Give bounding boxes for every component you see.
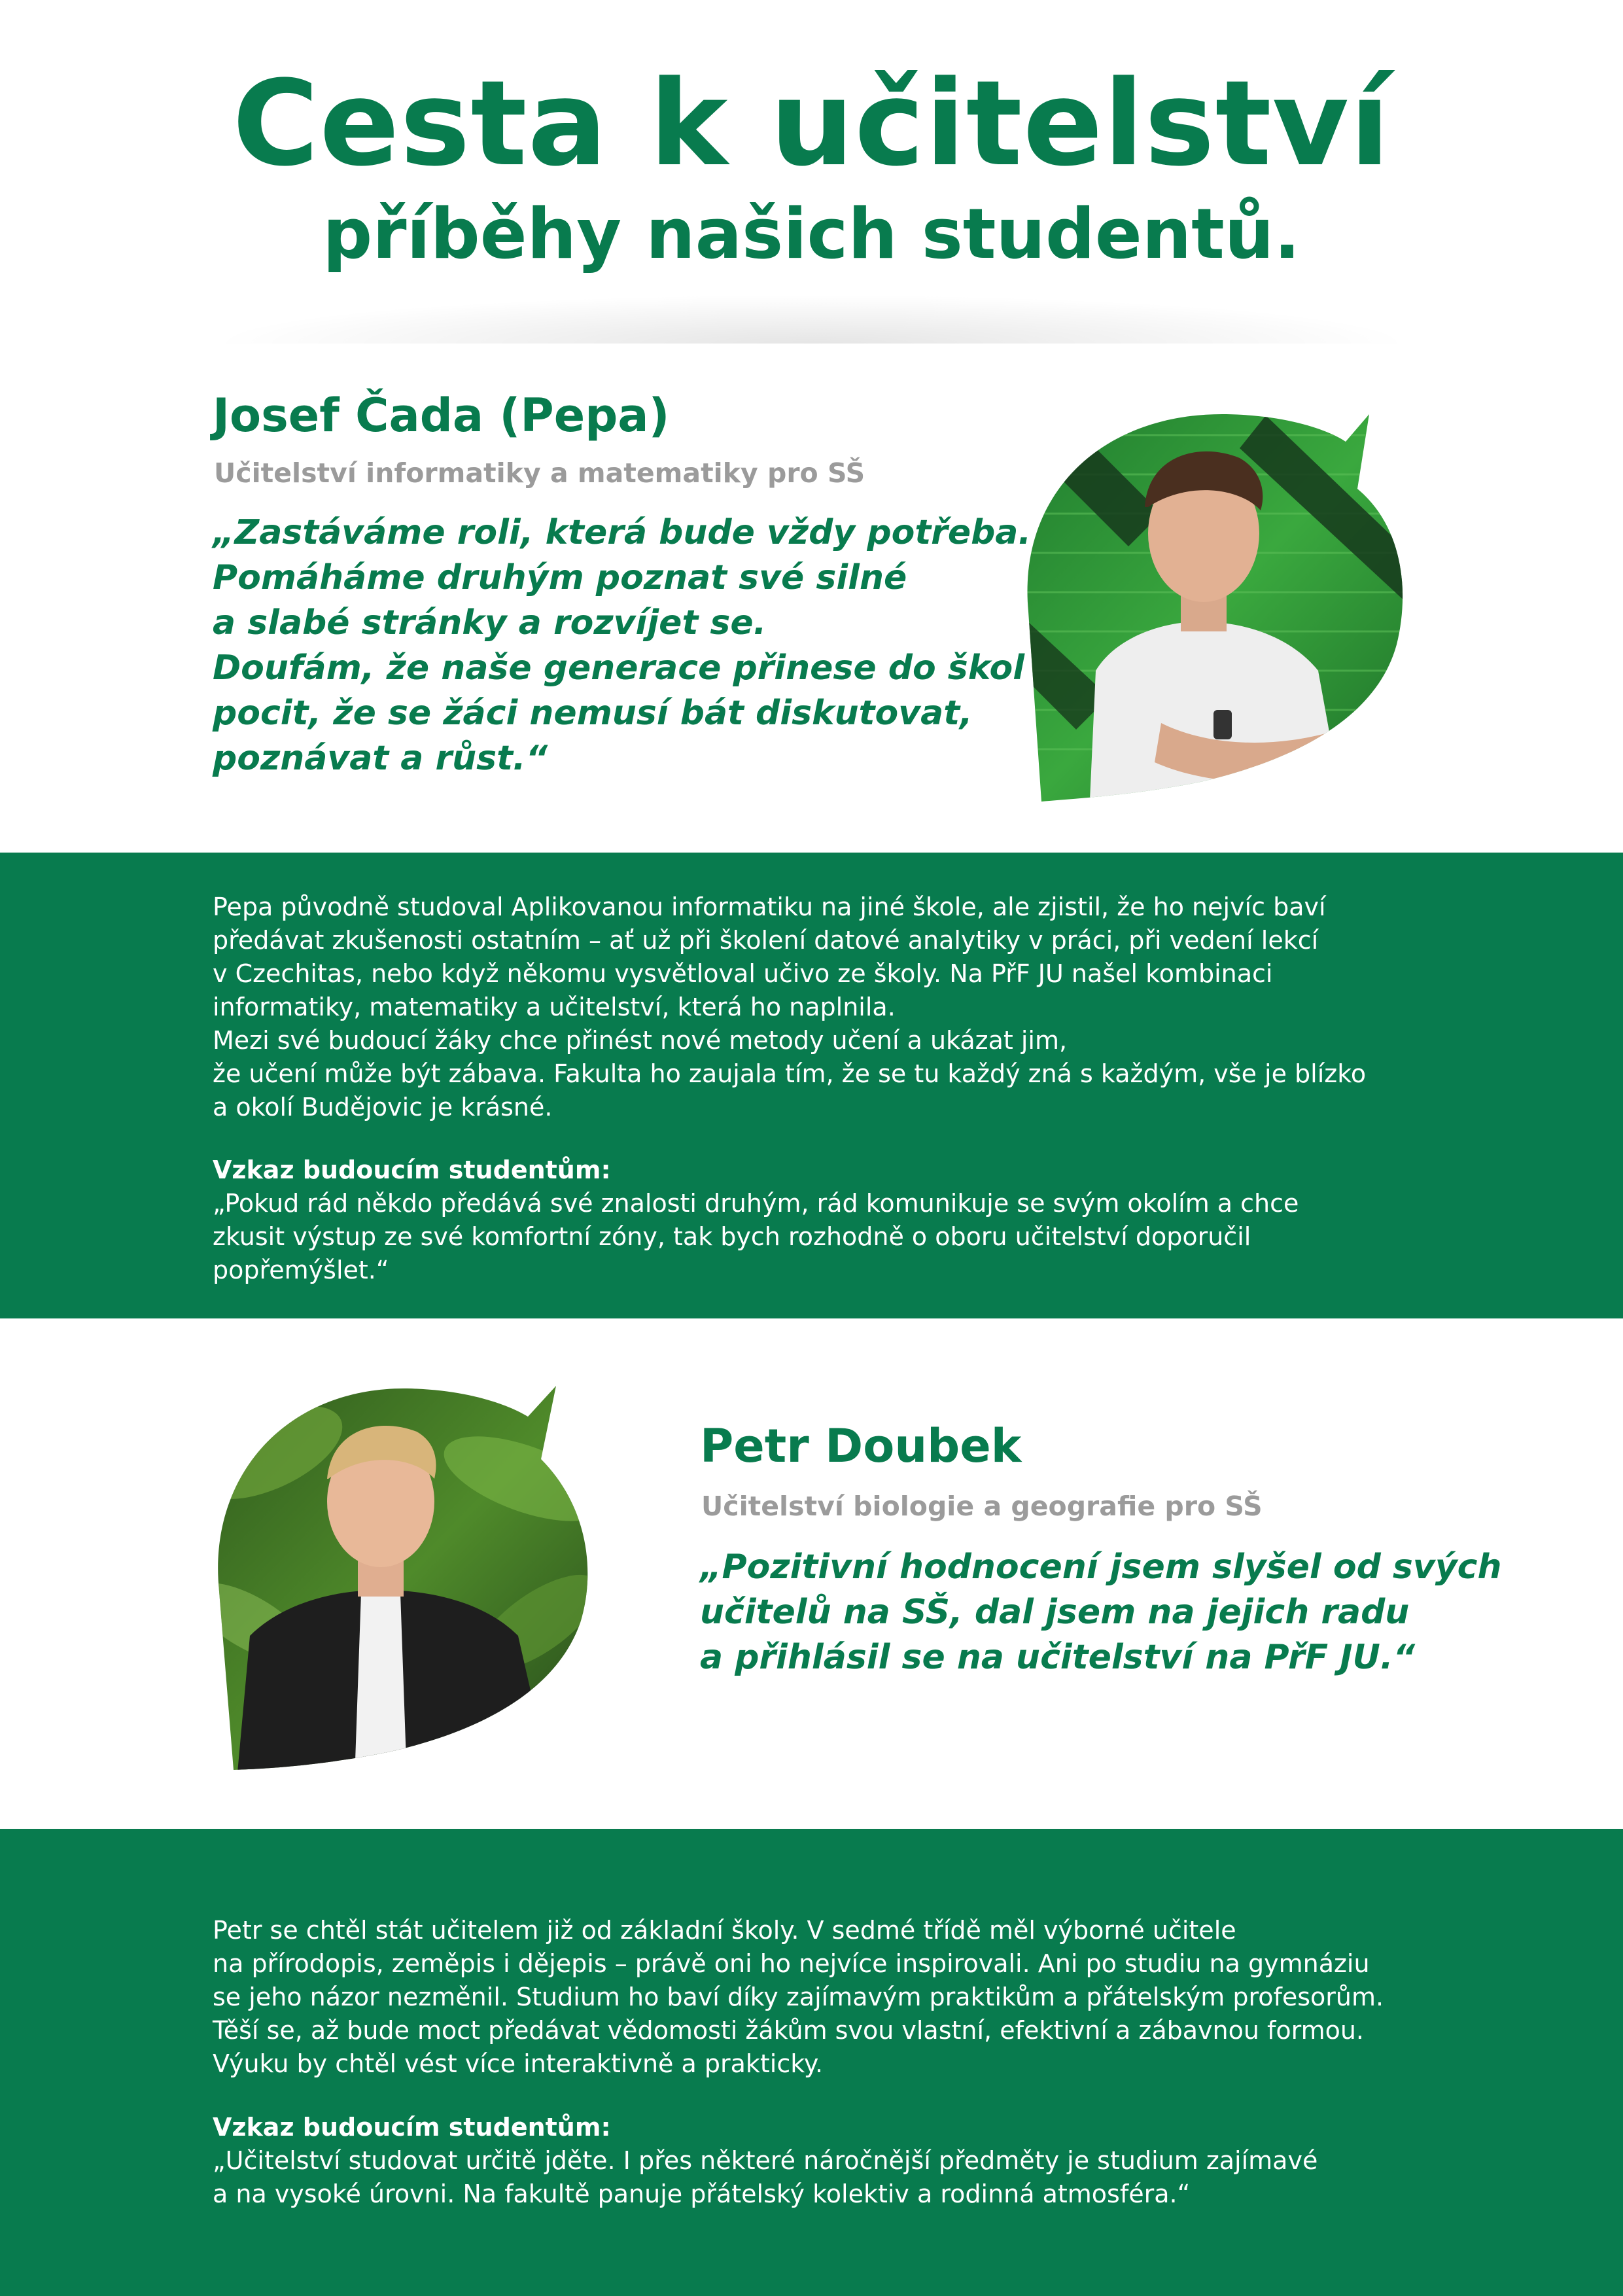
story-line: na přírodopis, zeměpis i dějepis – právě oni ho nejvíce inspirovali. Ani po studiu na gymnáziu (213, 1949, 1370, 1978)
student-1-name: Josef Čada (Pepa) (213, 389, 670, 442)
quote-line: „Pozitivní hodnocení jsem slyšel od svých (700, 1547, 1502, 1587)
poster-title: Cesta k učitelství (232, 56, 1391, 192)
story-line: a okolí Budějovic je krásné. (213, 1093, 553, 1122)
student-1-quote (213, 510, 1031, 781)
header-shadow (131, 288, 1492, 344)
message-line: zkusit výstup ze své komfortní zóny, tak bych rozhodně o oboru učitelství doporučil (213, 1222, 1251, 1251)
story-line: předávat zkušenosti ostatním – ať už při školení datové analytiky v práci, při vedení lekcí (213, 926, 1319, 955)
student-1-story (0, 853, 1623, 1318)
student-2-story (0, 1829, 1623, 2296)
story-line: Výuku by chtěl vést více interaktivně a prakticky. (213, 2049, 824, 2078)
quote-line: Doufám, že naše generace přinese do škol (213, 648, 1025, 688)
student-2-message-heading: Vzkaz budoucím studentům: (213, 2113, 611, 2142)
story-line: že učení může být zábava. Fakulta ho zaujala tím, že se tu každý zná s každým, vše je blízko (213, 1059, 1367, 1088)
student-2-quote (700, 1545, 1501, 1680)
student-2-photo (211, 1374, 603, 1780)
student-1-intro (0, 344, 1623, 853)
student-1-story-text (213, 891, 1366, 1124)
student-2-message (213, 2144, 1318, 2211)
poster-header (0, 0, 1623, 344)
student-2-story-text (213, 1914, 1384, 2081)
story-line: Petr se chtěl stát učitelem již od základní školy. V sedmé třídě měl výborné učitele (213, 1916, 1236, 1945)
student-2-program: Učitelství biologie a geografie pro SŠ (701, 1491, 1263, 1522)
quote-line: a slabé stránky a rozvíjet se. (213, 603, 767, 643)
message-line: „Učitelství studovat určitě jděte. I přes některé náročnější předměty je studium zajímavé (213, 2146, 1318, 2175)
poster-subtitle: příběhy našich studentů. (323, 194, 1300, 274)
message-line: „Pokud rád někdo předává své znalosti druhým, rád komunikuje se svým okolím a chce (213, 1189, 1299, 1218)
story-line: Pepa původně studoval Aplikovanou informatiku na jiné škole, ale zjistil, že ho nejvíc baví (213, 892, 1326, 921)
student-1-message-heading: Vzkaz budoucím studentům: (213, 1156, 611, 1184)
story-line: se jeho názor nezměnil. Studium ho baví díky zajímavým praktikům a přátelským profesorům. (213, 1983, 1384, 2011)
quote-line: poznávat a růst.“ (213, 739, 548, 778)
student-1-program: Učitelství informatiky a matematiky pro SŠ (214, 457, 865, 489)
quote-line: učitelů na SŠ, dal jsem na jejich radu (700, 1593, 1410, 1632)
student-1-photo (1017, 396, 1416, 815)
story-line: v Czechitas, nebo když někomu vysvětloval učivo ze školy. Na PřF JU našel kombinaci (213, 959, 1273, 988)
quote-line: Pomáháme druhým poznat své silné (213, 558, 907, 597)
message-line: popřemýšlet.“ (213, 1256, 389, 1284)
story-line: informatiky, matematiky a učitelství, která ho naplnila. (213, 993, 896, 1021)
quote-line: „Zastáváme roli, která bude vždy potřeba. (213, 513, 1032, 552)
story-line: Těší se, až bude moct předávat vědomosti žákům svou vlastní, efektivní a zábavnou formou. (213, 2016, 1365, 2045)
quote-line: pocit, že se žáci nemusí bát diskutovat, (213, 694, 973, 733)
student-2-name: Petr Doubek (700, 1419, 1022, 1473)
message-line: a na vysoké úrovni. Na fakultě panuje přátelský kolektiv a rodinná atmosféra.“ (213, 2180, 1191, 2208)
quote-line: a přihlásil se na učitelství na PřF JU.“ (700, 1638, 1416, 1677)
student-2-intro (0, 1318, 1623, 1829)
story-line: Mezi své budoucí žáky chce přinést nové metody učení a ukázat jim, (213, 1026, 1068, 1055)
student-1-message (213, 1187, 1299, 1287)
